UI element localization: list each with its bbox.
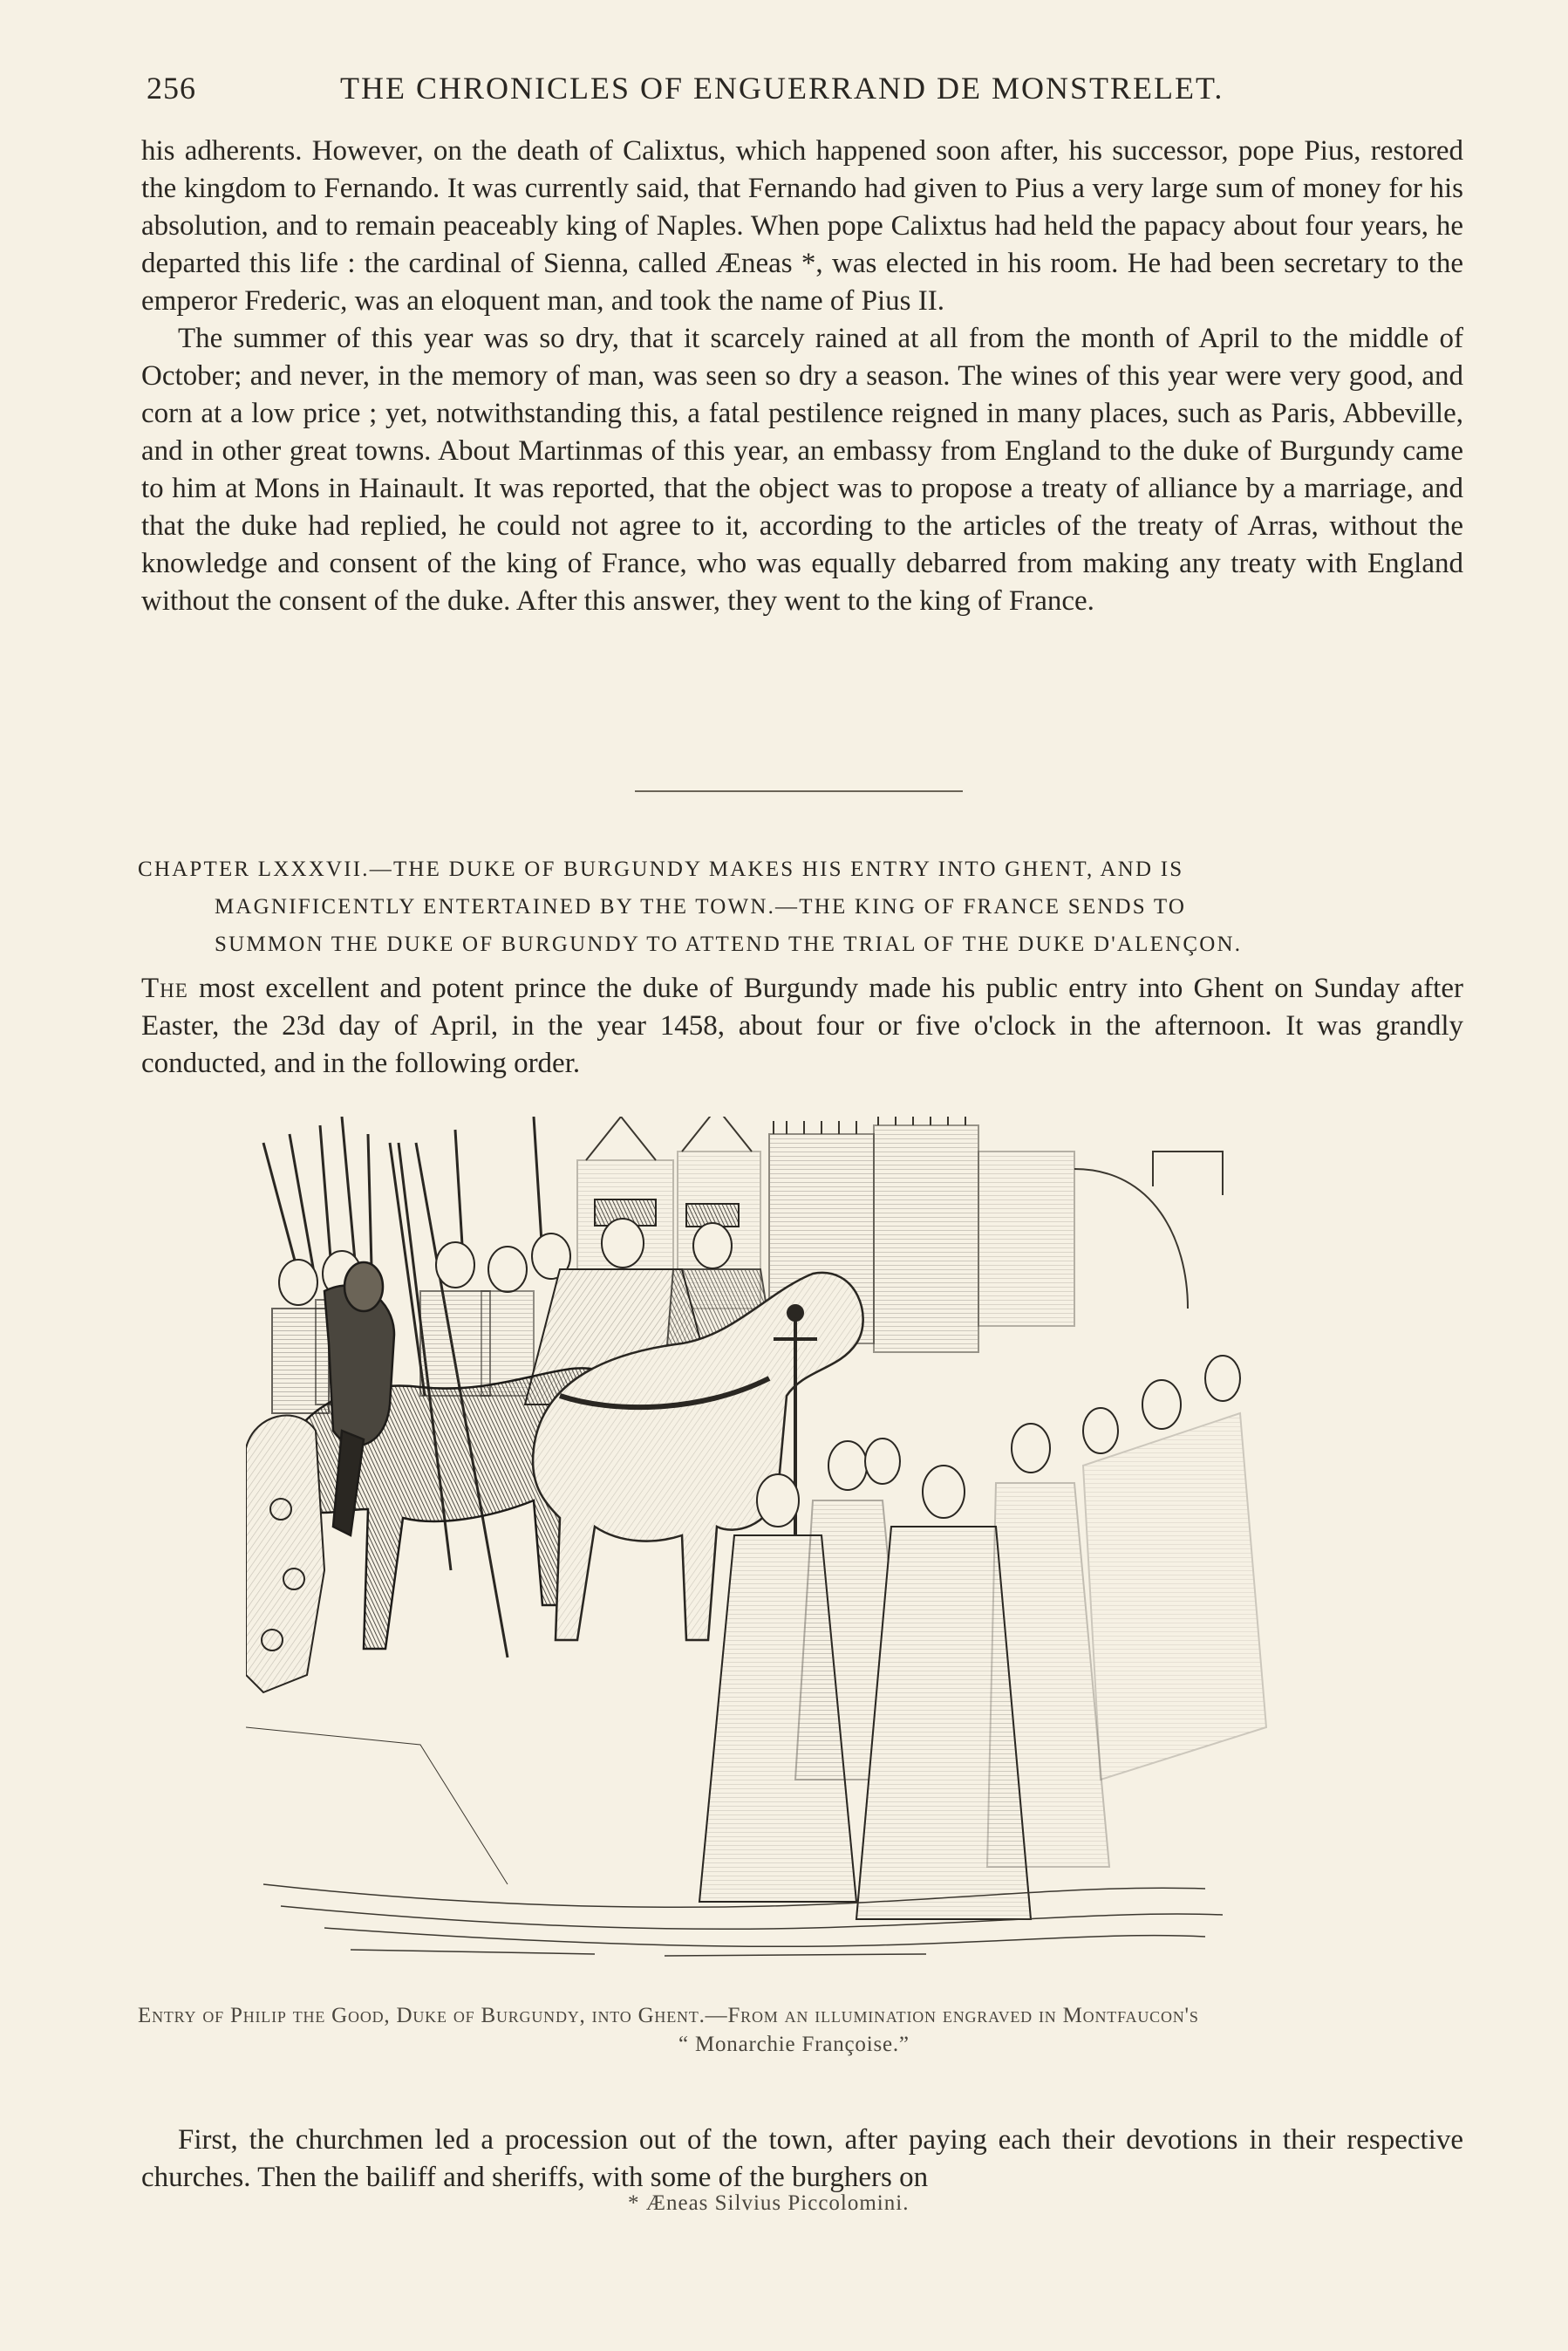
churchmen <box>699 1356 1266 1919</box>
caparisoned-horse <box>246 1416 324 1692</box>
engraving-illustration <box>246 1117 1275 1989</box>
chapter-opening-text <box>141 970 1463 1083</box>
caption-line: Entry of Philip the Good, Duke of Burgundy, into Ghent.—From an illumination engraved in Montfaucon's <box>138 2004 1199 2027</box>
chapter-heading-line: SUMMON THE DUKE OF BURGUNDY TO ATTEND THE TRIAL OF THE DUKE D'ALENÇON. <box>215 933 1243 956</box>
paragraph <box>141 970 1463 1083</box>
running-head <box>140 70 1465 113</box>
paragraph: his adherents. However, on the death of Calixtus, which happened soon after, his successor, pope Pius, restored the kingdom to Fernando. It was currently said, that Fernando had given to Pius a very large sum of money for his absolution, and to remain peaceably king of Naples. When pope Calixtus had held the papacy about four years, he departed this life : the cardinal of Sienna, called Æneas *, was elected in his room. He had been secretary to the emperor Frederic, was an eloquent man, and took the name of Pius II. <box>141 135 1463 317</box>
caption-line: “ Monarchie Françoise.” <box>678 2033 910 2056</box>
chapter-heading-line: MAGNIFICENTLY ENTERTAINED BY THE TOWN.—THE KING OF FRANCE SENDS TO <box>215 895 1187 919</box>
paragraph: The summer of this year was so dry, that it scarcely rained at all from the month of April to the middle of October; and never, in the memory of man, was seen so dry a season. The wines of this year were very good, and corn at a low price ; yet, notwithstanding this, a fatal pestilence reigned in many places, such as Paris, Abbeville, and in other great towns. About Martinmas of this year, an embassy from England to the duke of Burgundy came to him at Mons in Hainault. It was reported, that the object was to propose a treaty of alliance by a marriage, and that the duke had replied, he could not agree to it, according to the articles of the treaty of Arras, without the knowledge and consent of the king of France, who was equally debarred from making any treaty with England without the consent of the duke. After this answer, they went to the king of France. <box>141 323 1463 617</box>
opening-rest: most excellent and potent prince the duke of Burgundy made his public entry into Ghent on Sunday after Easter, the 23d day of April, in the year 1458, about four or five o'clock in the afternoon. It was grandly conducted, and in the following order. <box>141 973 1463 1079</box>
running-title: THE CHRONICLES OF ENGUERRAND DE MONSTRELET. <box>340 71 1224 106</box>
paragraph: First, the churchmen led a procession out of the town, after paying each their devotions in their respective churches. Then the bailiff and sheriffs, with some of the burghers on <box>141 2124 1463 2193</box>
section-divider <box>635 790 963 792</box>
footnote: * Æneas Silvius Piccolomini. <box>628 2191 910 2215</box>
chapter-heading-line: CHAPTER LXXXVII.—THE DUKE OF BURGUNDY MAKES HIS ENTRY INTO GHENT, AND IS <box>138 858 1184 881</box>
illustration-caption <box>138 2001 1472 2059</box>
chapter-heading <box>138 851 1465 963</box>
opening-word: The <box>141 973 188 1004</box>
page-number: 256 <box>147 71 196 106</box>
closing-text <box>141 2122 1463 2197</box>
opening-text <box>141 133 1463 620</box>
